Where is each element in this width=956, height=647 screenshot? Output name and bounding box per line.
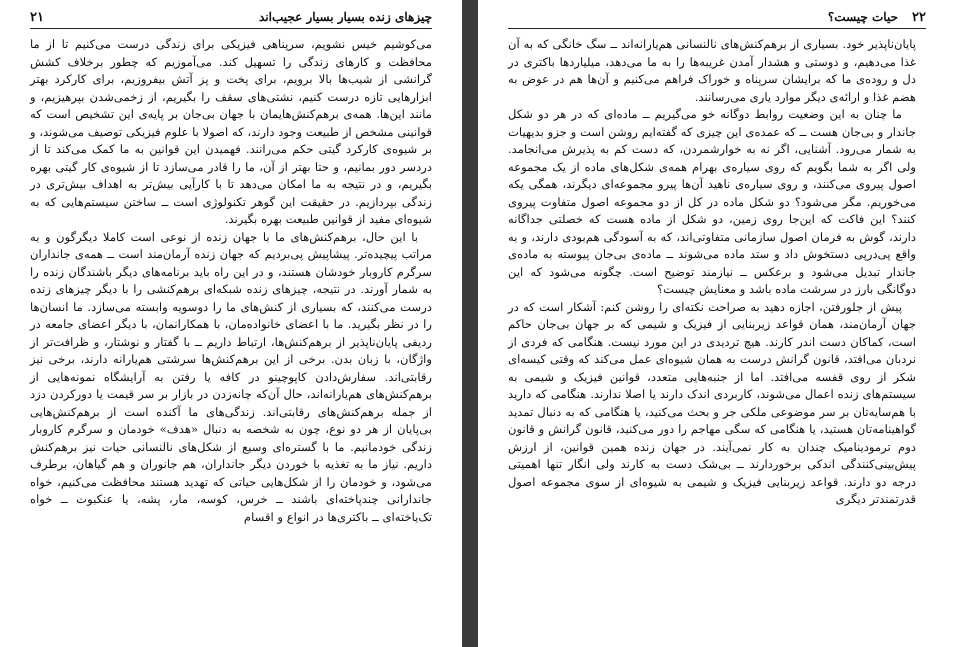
left-running-title: چیزهای زنده بسیار بسیار عجیب‌اند bbox=[259, 10, 432, 24]
left-page-number: ۲۱ bbox=[30, 10, 44, 25]
right-page-body bbox=[508, 36, 916, 509]
right-page-number: ۲۲ bbox=[912, 10, 926, 25]
left-page-body bbox=[30, 36, 432, 526]
book-spine bbox=[462, 0, 478, 647]
right-page-header bbox=[508, 10, 926, 26]
right-paragraph-2: ما چنان به این وضعیت روابط دوگانه خو می‌گیریم ــ ماده‌ای که در هر دو شکل جاندار و بی‌جان هست ــ که عمده‌ی این چیزی که گفته‌ایم روشن است و جزو بدیهیات به شمار می‌رود. آشنایی، اگر نه به خوارشمردن، که دست کم به پذیرش می‌انجامد. ولی اگر به شما بگویم که روی سیاره‌ی بهرام همه‌ی شکل‌های ماده از یک مجموعه اصول پیروی می‌کنند، و روی سیاره‌ی ناهید آن‌ها پیرو مجموعه‌ای دیگرند، همگی یکه می‌خوریم. مگر می‌شود؟ دو شکل ماده در کل از دو مجموعه اصول متفاوت پیروی کنند؟ این فاکت که این‌جا روی زمین، دو شکل از ماده هست که خصلتی جداگانه دارند، گوش به فرمان اصول سازمانی متفاوتی‌اند، که به آسودگی هم‌بودی دارند، و به واقع پی‌درپی دستخوش داد و ستد ماده می‌شوند ــ ماده‌ی بی‌جان پیوسته به ماده‌ی جاندار تبدیل می‌شود و برعکس ــ نیازمند توضیح است. چگونه می‌شود که این دوگانگی بارز در سرشت ماده باشد و معنایش چیست؟ bbox=[508, 107, 916, 296]
right-paragraph-1: پایان‌ناپذیر خود. بسیاری از برهم‌کنش‌های نالنسانی هم‌یارانه‌اند ــ سگ خانگی که به آن غذا می‌دهیم، و دوستی و هشدار آمدن غریبه‌ها را به ما می‌دهد، میلیاردها باکتری در دل و روده‌ی ما که برایشان سرپناه و خوراک فراهم می‌کنیم و آن‌ها هم در عوض به هضم غذا و ارائه‌ی دیگر موارد یاری می‌رسانند. bbox=[508, 37, 916, 104]
left-paragraph-2: با این حال، برهم‌کنش‌های ما با جهان زنده از نوعی است کاملا دیگرگون و به مراتب پیچیده‌تر. پیشاپیش پی‌بردیم که جهان زنده آرمان‌مند است ــ همه‌ی جانداران سرگرم کاروبار خودشان هستند، و در این راه باید برنامه‌های دیگر باشندگان زنده را به شمار آورند. در نتیجه، چیزهای زنده شبکه‌ای برهم‌کنشی را با دیگر چیزهای زنده درست می‌کنند، که بسیاری از کنش‌های ما را دوسویه وابسته می‌سازد. ما انسان‌ها را در نظر بگیرید. ما با اعضای خانواده‌مان، با همکارانمان، با دیگر اعضای جامعه در ردیفی پایان‌ناپذیر از برهم‌کنش‌ها، ارتباط داریم ــ با گفتار و نوشتار، و ظرافت‌تر از واژگان، با زبان بدن. برخی از این برهم‌کنش‌ها سرشتی هم‌یارانه دارند، برخی نیز رقابتی‌اند. سفارش‌دادن کاپوچینو در کافه یا رفتن به آرایشگاه نمونه‌هایی از برهم‌کنش‌های هم‌یارانه‌اند، حال آن‌که چانه‌زدن در بازار بر سر قیمت یا دورکردن دزد از جمله برهم‌کنش‌های رقابتی‌اند. زندگی‌های ما آکنده است از برهم‌کنش‌هایی بی‌پایان از هر دو نوع، چون به شخصه به دنبال «هدف» خودمان و سرگرم کاروبار زندگی خودمانیم. ما با گستره‌ای وسیع از شکل‌های نالنسانی حیات نیز برهم‌کنش داریم. نیاز ما به تغذیه با خوردن دیگر جانداران، هم جانوران و هم گیاهان، برطرف می‌شود، و خودمان را از شکل‌هایی حیاتی که تهدید هستند محافظت می‌کنیم، خواه جاندارانی چندپاخته‌ای باشند ــ خرس، کوسه، مار، پشه، یا عنکبوت ــ خواه تک‌یاخته‌ای ــ باکتری‌ها در انواع و اقسام bbox=[30, 229, 432, 524]
right-header-rule bbox=[508, 28, 926, 29]
left-page-header bbox=[30, 10, 432, 26]
right-running-title: حیات چیست؟ bbox=[827, 10, 898, 24]
left-paragraph-1: می‌کوشیم خیس نشویم، سرپناهی فیزیکی برای زندگی درست می‌کنیم تا از ما محافظت و کارهای زندگی را تسهیل کند. می‌آموزیم که چطور برخلاف کشش گرانشی از شیب‌ها بالا برویم، برای پخت و پز آتش بیفروزیم، برای کارکرد بهتر ابزارهایی تازه درست کنیم، نشتی‌های سقف را بگیریم، از زخمی‌شدن بپرهیزیم، و مانند این‌ها. همه‌ی برهم‌کنش‌هایمان با جهان بی‌جان بر پایه‌ی این تشخیص است که قوانینی مشخص از طبیعت وجود دارند، که اصولا با علوم فیزیکی توصیف می‌شوند، و بر شیوه‌ی کارکرد گیتی حکم می‌رانند. فهمیدن این قوانین به ما کمک می‌کند تا از دردسر دور بمانیم، و حتا بهتر از آن، ما را قادر می‌سازد تا از شیوه‌ی کار گیتی بهره بگیریم، و در نتیجه به ما امکان می‌دهد تا با کارآیی بیش‌تر به اهداف بیش‌تری در زندگی بپردازیم. در حقیقت این گوهر تکنولوژی است ــ ساختن سیستم‌هایی که به شیوه‌ای مفید از قوانین طبیعت بهره بگیرند. bbox=[30, 37, 432, 226]
left-header-rule bbox=[30, 28, 432, 29]
left-book-page bbox=[0, 0, 462, 647]
right-book-page bbox=[478, 0, 956, 647]
right-paragraph-3: پیش از جلورفتن، اجازه دهید به صراحت نکته‌ای را روشن کنم: آشکار است که در جهان آرمان‌مند، همان قواعد زیربنایی از فیزیک و شیمی که بر جهان بی‌جان حاکم است، کماکان دست اندر کارند. هیچ تردیدی در این مورد نیست. هنگامی که فردی از نردبان می‌افتد، قانون گرانش درست به همان شیوه‌ای عمل می‌کند که وقتی کیسه‌ای شکر از روی قفسه می‌افتد. اما از جنبه‌هایی متعدد، قوانین فیزیک و شیمی به سیستم‌های زنده اعمال می‌شوند، کاربردی اندک دارند یا اصلا ندارند. هنگامی که دارید با هم‌سایه‌تان بر سر موضوعی ملکی جر و بحث می‌کنید، یا هنگامی که به دنبال تمدید گواهینامه‌تان هستید، یا هنگامی که سگی مهاجم را دور می‌کنید، قانون گرانش و قانون دوم ترمودینامیک چندان به کار نمی‌آیند. در جهان زنده همین قوانین، از ارزش پیش‌بینی‌کنندگی اندکی برخوردارند ــ بی‌شک دست به کارند ولی انگار تنها اهمیتی درجه دو دارند. قواعد زیربنایی فیزیک و شیمی به شیوه‌ای از سوی مجموعه اصول قدرتمندتر دیگری bbox=[508, 299, 916, 506]
